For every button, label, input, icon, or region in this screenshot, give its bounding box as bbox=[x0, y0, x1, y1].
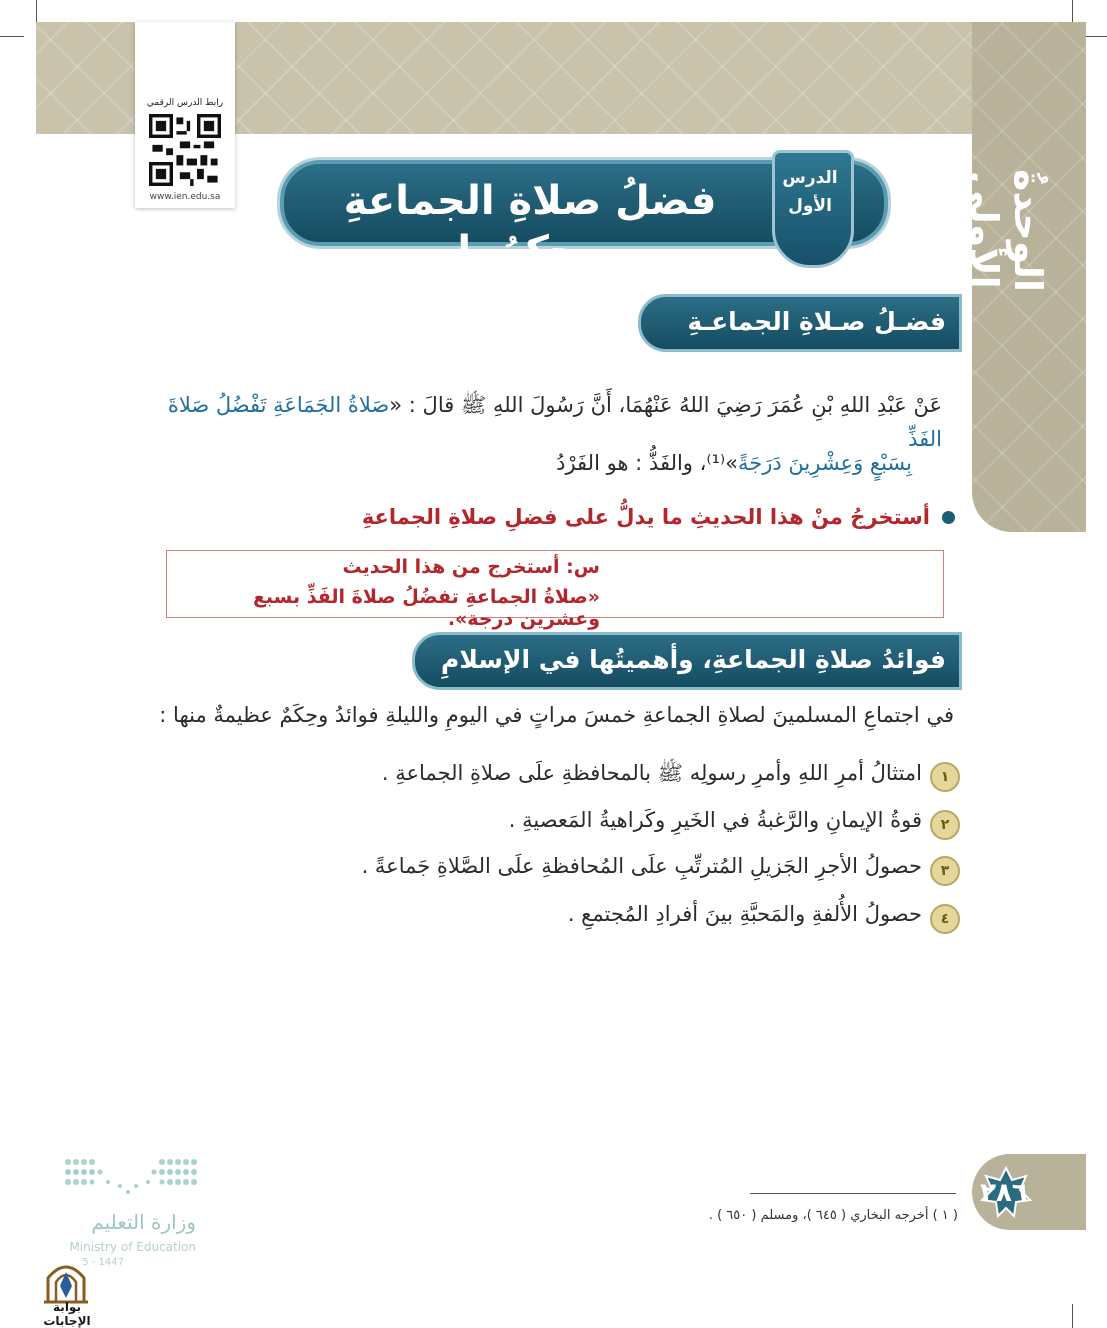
crop-mark bbox=[1072, 1304, 1073, 1328]
hadith-quote: بِسَبْعٍ وَعِشْرِينَ دَرَجَةً bbox=[738, 451, 912, 475]
hadith-line-2 bbox=[420, 446, 912, 480]
list-item: حصولُ الأجرِ الجَزيلِ المُترتِّبِ علَى المُحافظةِ علَى الصَّلاةِ جَماعةً . bbox=[361, 854, 922, 878]
list-number-badge: ٢ bbox=[930, 810, 960, 840]
hadith-explanation: »⁽¹⁾، والفَذُّ : هو الفَرْدُ bbox=[556, 451, 738, 475]
section-intro: في اجتماعِ المسلمينَ لصلاةِ الجماعةِ خمسَ مراتٍ في اليومِ والليلةِ فوائدُ وحِكَمٌ عظيمةٌ منها : bbox=[159, 703, 954, 727]
site-logo-icon bbox=[38, 1256, 94, 1304]
list-item: حصولُ الأُلفةِ والمَحبَّةِ بينَ أفرادِ المُجتمعِ . bbox=[567, 902, 922, 926]
crop-mark bbox=[1083, 36, 1107, 37]
qr-card[interactable] bbox=[135, 22, 235, 208]
footnote: ( ١ ) أخرجه البخاري ( ٦٤٥ )، ومسلم ( ٦٥٠ ) . bbox=[708, 1208, 958, 1223]
ministry-logo-icon bbox=[62, 1156, 198, 1196]
answer-text: «صلاةُ الجماعةِ تفضُلُ صلاةَ الفَذِّ بسبع وعشرين درجة». bbox=[252, 586, 600, 630]
hadith-quote: صَلاةُ الجَمَاعَةِ تَفْضُلُ صَلاةَ الفَذِّ bbox=[167, 393, 942, 451]
unit-title: الوحدةُ الأولى bbox=[962, 168, 1050, 292]
crop-mark bbox=[1072, 0, 1073, 24]
answer-question-label: س: أستخرج من هذا الحديث bbox=[342, 556, 600, 578]
lesson-title: فضلُ صلاةِ الجماعةِ وحكمُها bbox=[343, 178, 717, 274]
qr-label: رابط الدرس الرقمي bbox=[146, 98, 224, 108]
list-item: قوةُ الإيمانِ والرَّغبةُ في الخَيرِ وكَراهيةُ المَعصيةِ . bbox=[508, 808, 922, 832]
list-number-badge: ٣ bbox=[930, 856, 960, 886]
crop-mark bbox=[36, 0, 37, 24]
section-title: فوائدُ صلاةِ الجماعةِ، وأهميتُها في الإسلامِ bbox=[441, 645, 946, 674]
footnote-divider bbox=[750, 1193, 956, 1194]
lesson-badge-number: الأول bbox=[788, 196, 832, 216]
page-number: ٢٨٦ bbox=[980, 1178, 1028, 1208]
list-number-badge: ١ bbox=[930, 762, 960, 792]
ministry-name-arabic: وزارة التعليم bbox=[91, 1210, 196, 1234]
ministry-years: 5 - 1447 bbox=[82, 1257, 124, 1268]
ministry-name-english: Ministry of Education bbox=[69, 1240, 196, 1254]
list-item: امتثالُ أمرِ اللهِ وأمرِ رسولِه ﷺ بالمحافظةِ علَى صلاةِ الجماعةِ . bbox=[381, 761, 922, 785]
crop-mark bbox=[0, 36, 24, 37]
qr-url: www.ien.edu.sa bbox=[149, 192, 221, 202]
bullet-icon bbox=[942, 511, 955, 524]
activity-question: أستخرجُ منْ هذا الحديثِ ما يدلُّ على فضلِ صلاةِ الجماعةِ bbox=[361, 505, 930, 529]
hadith-narrator: عَنْ عَبْدِ اللهِ بْنِ عُمَرَ رَضِيَ اللهُ عَنْهُمَا، أَنَّ رَسُولَ اللهِ ﷺ قالَ : « bbox=[389, 393, 942, 417]
watermark-text: بوابة الإجابات bbox=[43, 1300, 91, 1328]
list-number-badge: ٤ bbox=[930, 904, 960, 934]
section-title: فضـلُ صـلاةِ الجماعـةِ bbox=[687, 307, 946, 336]
qr-code-icon[interactable] bbox=[149, 114, 221, 186]
lesson-badge-label: الدرس bbox=[782, 168, 838, 188]
